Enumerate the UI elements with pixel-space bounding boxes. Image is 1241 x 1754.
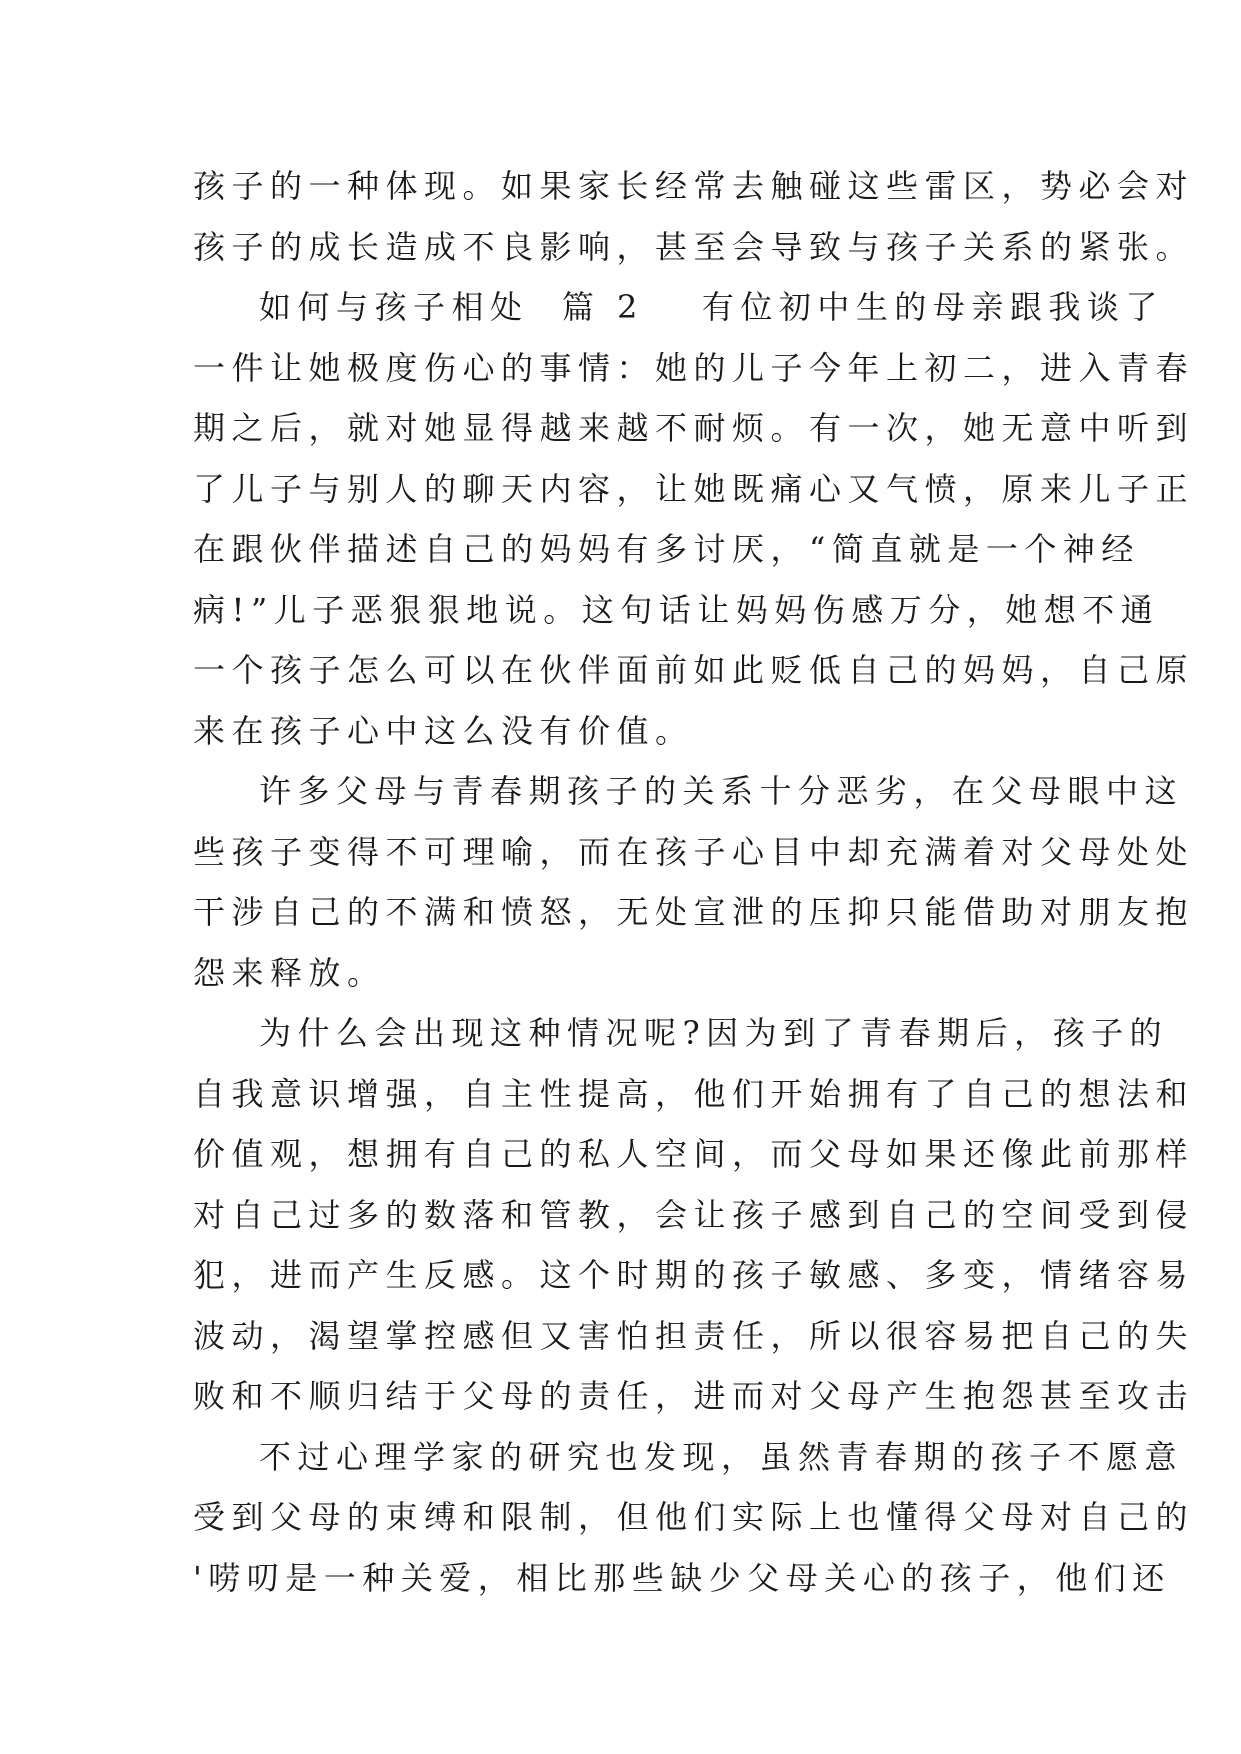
text-line: 为什么会出现这种情况呢?因为到了青春期后，孩子的 [259,1014,1169,1052]
text-line: 对自己过多的数落和管教，会让孩子感到自己的空间受到侵 [193,1195,1195,1234]
text-line: 怨来释放。 [193,953,386,992]
text-line: 病!”儿子恶狠狠地说。这句话让妈妈伤感万分，她想不通 [193,590,1160,629]
text-line: 在跟伙伴描述自己的妈妈有多讨厌，“简直就是一个神经 [193,530,1140,568]
section-heading-line [193,277,1164,338]
text-line: 些孩子变得不可理喻，而在孩子心目中却充满着对父母处处 [193,832,1195,871]
section-2 [193,277,1195,761]
text-line: 波动，渴望掌控感但又害怕担责任，所以很容易把自己的失 [193,1316,1195,1355]
section-heading: 如何与孩子相处 篇 2 [259,288,644,326]
text-line: 一个孩子怎么可以在伙伴面前如此贬低自己的妈妈，自己原 [193,651,1195,689]
text-line: 受到父母的束缚和限制，但他们实际上也懂得父母对自己的 [193,1498,1195,1536]
paragraph-3 [193,761,1195,1003]
text-line: 孩子的成长造成不良影响，甚至会导致与孩子关系的紧张。 [193,227,1195,266]
text-line: 来在孩子心中这么没有价值。 [193,711,694,750]
text-line: 许多父母与青春期孩子的关系十分恶劣，在父母眼中这 [259,772,1184,810]
document-body [193,156,1195,1608]
text-line: 一件让她极度伤心的事情：她的儿子今年上初二，进入青春 [193,348,1195,387]
paragraph-1 [193,156,1195,277]
paragraph-4 [193,1003,1195,1427]
text-line: 不过心理学家的研究也发现，虽然青春期的孩子不愿意 [259,1437,1184,1476]
text-line: 败和不顺归结于父母的责任，进而对父母产生抱怨甚至攻击 [193,1377,1195,1415]
text-line: 孩子的一种体现。如果家长经常去触碰这些雷区，势必会对 [193,167,1195,205]
section-lead-text: 有位初中生的母亲跟我谈了 [701,288,1164,326]
paragraph-5 [193,1427,1195,1609]
text-line: 价值观，想拥有自己的私人空间，而父母如果还像此前那样 [193,1135,1195,1173]
text-line: '唠叨是一种关爱，相比那些缺少父母关心的孩子，他们还 [193,1558,1171,1597]
text-line: 期之后，就对她显得越来越不耐烦。有一次，她无意中听到 [193,409,1195,447]
text-line: 干涉自己的不满和愤怒，无处宣泄的压抑只能借助对朋友抱 [193,893,1195,931]
text-line: 了儿子与别人的聊天内容，让她既痛心又气愤，原来儿子正 [193,469,1195,508]
text-line: 自我意识增强，自主性提高，他们开始拥有了自己的想法和 [193,1074,1195,1113]
text-line: 犯，进而产生反感。这个时期的孩子敏感、多变，情绪容易 [193,1256,1195,1294]
